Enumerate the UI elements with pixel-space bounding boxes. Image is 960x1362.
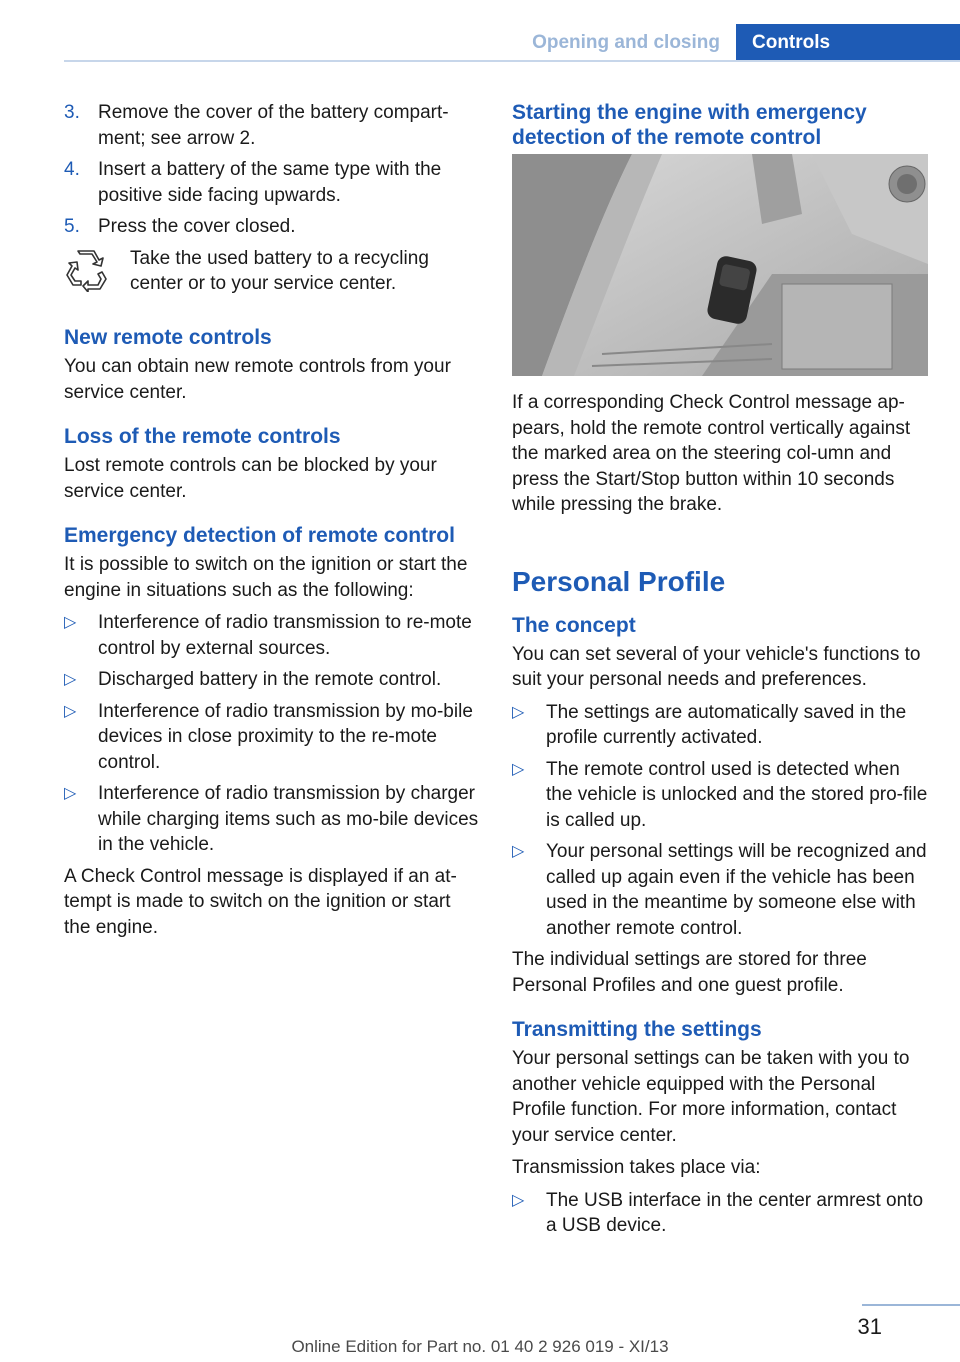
- section-heading: New remote controls: [64, 326, 272, 349]
- header-rule: [64, 60, 960, 62]
- section-heading: Loss of the remote controls: [64, 425, 341, 448]
- list-item: [64, 610, 480, 661]
- bullet-icon: ▷: [64, 785, 77, 802]
- paragraph: You can obtain new remote controls from your service center.: [64, 356, 451, 403]
- paragraph: Lost remote controls can be blocked by your service center.: [64, 455, 437, 502]
- page-header: [64, 24, 960, 62]
- bullet-text: Your personal settings will be recognized and called up again even if the vehicle has been used in the meantime by someone else with another remote control.: [546, 841, 927, 939]
- footer-rule: [862, 1304, 960, 1306]
- left-column: [64, 100, 480, 947]
- bullet-text: The settings are automatically saved in the profile currently activated.: [546, 701, 907, 748]
- list-item: [512, 757, 928, 834]
- list-item: [64, 781, 480, 858]
- bullet-icon: ▷: [64, 671, 77, 688]
- bullet-text: The remote control used is detected when the vehicle is unlocked and the stored pro‐file is called up.: [546, 758, 928, 831]
- step-text: Insert a battery of the same type with the positive side facing upwards.: [98, 159, 442, 206]
- bullet-text: Interference of radio transmission to re‐mote control by external sources.: [98, 612, 472, 659]
- paragraph: The individual settings are stored for three Personal Profiles and one guest profile.: [512, 949, 867, 996]
- step-text: Press the cover closed.: [98, 216, 296, 237]
- list-item: [512, 700, 928, 751]
- bullet-icon: ▷: [512, 760, 525, 778]
- list-item: [64, 214, 480, 240]
- bullet-icon: ▷: [512, 843, 525, 860]
- recycle-icon: [64, 246, 130, 300]
- right-column: [512, 100, 928, 1245]
- footer-edition: Online Edition for Part no. 01 40 2 926 019 - XI/13: [291, 1337, 669, 1356]
- paragraph: Transmission takes place via:: [512, 1157, 761, 1178]
- bullet-icon: ▷: [512, 703, 525, 721]
- paragraph: A Check Control message is displayed if an at‐tempt is made to switch on the ignition or start the engine.: [64, 865, 457, 938]
- section-heading: Starting the engine with emergency detection of the remote control: [512, 101, 867, 149]
- bullet-text: Interference of radio transmission by mo‐bile devices in close proximity to the re‐mote control.: [98, 700, 473, 773]
- header-section-title: Opening and closing: [532, 32, 720, 53]
- list-item: [512, 1188, 928, 1239]
- step-number: 5.: [64, 216, 80, 237]
- page-number: 31: [857, 1314, 882, 1339]
- section-heading: Transmitting the settings: [512, 1018, 762, 1041]
- step-number: 4.: [64, 159, 80, 180]
- paragraph: You can set several of your vehicle's functions to suit your personal needs and preferences.: [512, 643, 921, 690]
- bullet-text: Discharged battery in the remote control.: [98, 669, 442, 690]
- bullet-icon: ▷: [64, 702, 77, 720]
- step-text: Remove the cover of the battery compart‐ment; see arrow 2.: [98, 102, 449, 149]
- header-chapter-tab: Controls: [736, 24, 960, 62]
- list-item: [64, 100, 480, 151]
- bullet-icon: ▷: [64, 614, 77, 631]
- bullet-text: The USB interface in the center armrest onto a USB device.: [546, 1189, 924, 1236]
- paragraph: It is possible to switch on the ignition or start the engine in situations such as the following:: [64, 554, 468, 601]
- section-heading: The concept: [512, 613, 636, 637]
- list-item: [64, 699, 480, 776]
- list-item: [512, 839, 928, 941]
- list-item: [64, 157, 480, 208]
- recycle-note-text: Take the used battery to a recycling center or to your service center.: [130, 247, 429, 294]
- paragraph: If a corresponding Check Control message ap‐pears, hold the remote control vertically against the marked area on the steering col‐umn and press the Start/Stop button within 10 seconds while pressing the brake.: [512, 392, 911, 515]
- chapter-heading: Personal Profile: [512, 565, 726, 597]
- paragraph: Your personal settings can be taken with you to another vehicle equipped with the Personal Profile function. For more information, contact your service center.: [512, 1048, 910, 1146]
- step-number: 3.: [64, 102, 80, 123]
- recycle-note: [64, 246, 480, 300]
- list-item: [64, 667, 480, 693]
- section-heading: Emergency detection of remote control: [64, 524, 455, 547]
- steering-column-photo: [512, 154, 928, 376]
- bullet-text: Interference of radio transmission by charger while charging items such as mo‐bile devices in the vehicle.: [98, 783, 479, 855]
- bullet-icon: ▷: [512, 1191, 525, 1209]
